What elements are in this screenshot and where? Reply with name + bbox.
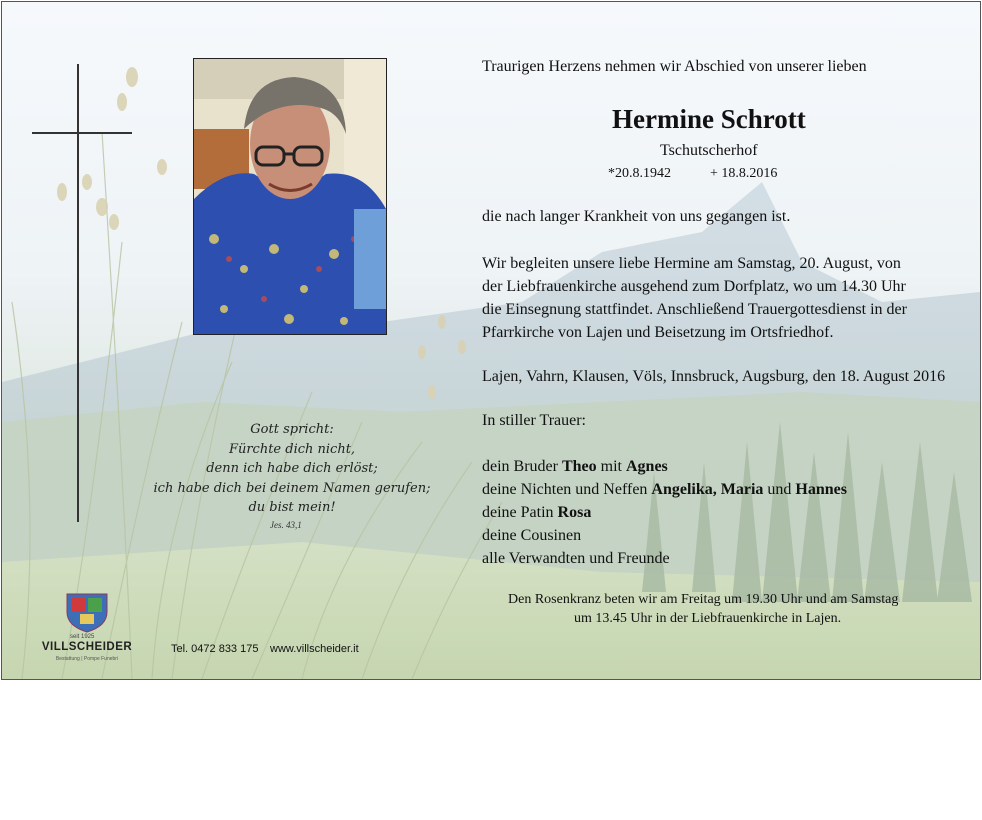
birth-date: *20.8.1942 bbox=[608, 166, 671, 181]
after-name-text: die nach langer Krankheit von uns gegangen ist. bbox=[482, 208, 791, 225]
mourner-name: Angelika, Maria bbox=[651, 481, 764, 498]
mourner-name: Rosa bbox=[557, 504, 592, 521]
intro-text: Traurigen Herzens nehmen wir Abschied von unserer lieben bbox=[482, 58, 867, 75]
deceased-photo bbox=[193, 58, 387, 335]
verse-line: Gott spricht: bbox=[250, 422, 334, 437]
house-name: Tschutscherhof bbox=[660, 142, 758, 159]
mourner-name: Theo bbox=[561, 458, 597, 475]
company-logo bbox=[32, 592, 142, 672]
mourner-text: mit bbox=[596, 458, 626, 475]
company-tagline: Bestattung | Pompe Funebri bbox=[55, 656, 119, 662]
mourner-line-nieces bbox=[482, 481, 847, 499]
mourner-text: dein Bruder bbox=[482, 458, 562, 475]
rosary-line: um 13.45 Uhr in der Liebfrauenkirche in Lajen. bbox=[574, 611, 842, 626]
company-name: VILLSCHEIDER bbox=[41, 641, 133, 653]
funeral-line: Wir begleiten unsere liebe Hermine am Samstag, 20. August, von bbox=[482, 255, 901, 272]
mourner-line-relatives: alle Verwandten und Freunde bbox=[482, 550, 670, 567]
verse-line: ich habe dich bei deinem Namen gerufen; bbox=[153, 480, 431, 496]
mourner-text: deine Nichten und Neffen bbox=[482, 481, 652, 498]
mourner-name: Hannes bbox=[795, 481, 847, 498]
places-date: Lajen, Vahrn, Klausen, Völs, Innsbruck, Augsburg, den 18. August 2016 bbox=[482, 368, 946, 385]
mourner-line-godmother bbox=[482, 504, 591, 522]
company-phone: Tel. 0472 833 175 bbox=[171, 643, 259, 655]
mourner-text: und bbox=[763, 481, 796, 498]
verse-line: denn ich habe dich erlöst; bbox=[206, 461, 378, 476]
verse-line: du bist mein! bbox=[248, 500, 336, 515]
mourner-name: Agnes bbox=[626, 458, 668, 475]
mourner-text: deine Patin bbox=[482, 504, 558, 521]
company-website[interactable]: www.villscheider.it bbox=[270, 643, 359, 655]
mourner-line-cousins: deine Cousinen bbox=[482, 527, 582, 544]
deceased-name: Hermine Schrott bbox=[612, 104, 806, 134]
rosary-line: Den Rosenkranz beten wir am Freitag um 19.30 Uhr und am Samstag bbox=[508, 592, 899, 607]
mourner-line-brother bbox=[482, 458, 668, 476]
company-since: seit 1925 bbox=[70, 634, 95, 640]
obituary-card bbox=[1, 1, 981, 680]
funeral-line: die Einsegnung stattfindet. Anschließend Trauergottesdienst in der bbox=[482, 301, 907, 318]
verse-reference: Jes. 43,1 bbox=[270, 520, 302, 530]
mourning-heading: In stiller Trauer: bbox=[482, 412, 586, 429]
cross-icon-bar bbox=[32, 132, 132, 134]
funeral-line: der Liebfrauenkirche ausgehend zum Dorfplatz, wo um 14.30 Uhr bbox=[482, 278, 906, 295]
verse-line: Fürchte dich nicht, bbox=[228, 441, 356, 457]
death-date: + 18.8.2016 bbox=[710, 166, 778, 181]
bible-verse bbox=[122, 420, 462, 518]
funeral-line: Pfarrkirche von Lajen und Beisetzung im Ortsfriedhof. bbox=[482, 324, 834, 341]
